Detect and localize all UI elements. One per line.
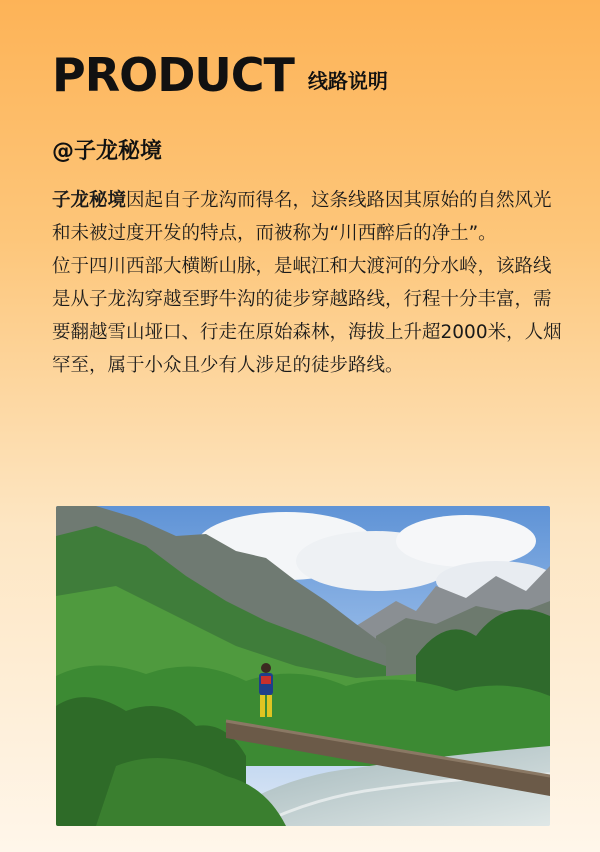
intro-highlight: 子龙秘境 <box>52 190 127 211</box>
page-title: PRODUCT <box>52 48 294 102</box>
description <box>52 184 562 382</box>
route-paragraph: 位于四川西部大横断山脉，是岷江和大渡河的分水岭，该路线是从子龙沟穿越至野牛沟的徒步穿越路线，行程十分丰富，需要翻越雪山垭口、行走在原始森林，海拔上升超2000米，人烟罕至，属于小众且少有人涉足的徒步路线。 <box>52 256 562 376</box>
mountain-valley-illustration <box>56 506 550 826</box>
landscape-photo <box>56 506 550 826</box>
intro-text: 因起自子龙沟而得名，这条线路因其原始的自然风光和未被过度开发的特点，而被称为“川西醉后的净土”。 <box>52 190 552 244</box>
header <box>52 48 388 102</box>
intro-paragraph <box>52 184 562 250</box>
page-subtitle: 线路说明 <box>307 69 388 93</box>
account-handle: @子龙秘境 <box>52 139 163 164</box>
